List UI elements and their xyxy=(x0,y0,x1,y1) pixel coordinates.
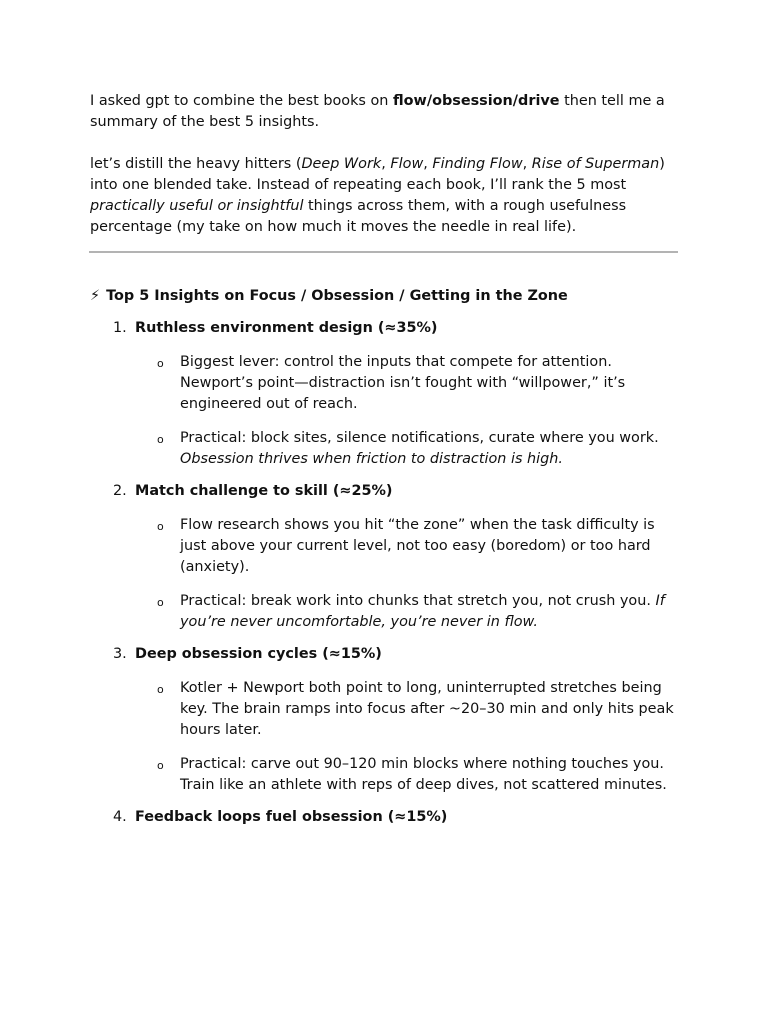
bullet-marker-icon: o xyxy=(157,683,164,696)
insight-number: 1. xyxy=(113,320,127,336)
separator: , xyxy=(381,156,391,172)
insight-number: 2. xyxy=(113,483,127,499)
insight-title: Deep obsession cycles (≈15%) xyxy=(135,646,382,662)
bullet-main-text: Practical: carve out 90–120 min blocks where nothing touches you. Train like an athlete with reps of deep dives, not scattered minutes. xyxy=(180,756,667,793)
book-title-deep-work: Deep Work xyxy=(301,156,382,172)
insight-item xyxy=(90,318,680,470)
bullet-text xyxy=(180,428,677,470)
bullet-italic-text: Obsession thrives when friction to distraction is high. xyxy=(180,451,563,467)
document-body xyxy=(90,91,680,828)
section-heading xyxy=(90,286,680,307)
intro-text-end: then tell me a summary of the best 5 insights. xyxy=(90,93,665,130)
bullet-item xyxy=(135,428,677,470)
bullet-item xyxy=(135,591,677,633)
bullet-main-text: Practical: block sites, silence notifications, curate where you work. xyxy=(180,430,659,446)
book-title-finding-flow: Finding Flow xyxy=(432,156,523,172)
insight-title: Ruthless environment design (≈35%) xyxy=(135,320,438,336)
bullet-marker-icon: o xyxy=(157,357,164,370)
book-title-flow: Flow xyxy=(390,156,424,172)
bullet-item xyxy=(135,754,677,796)
bullet-text xyxy=(180,515,677,578)
distill-paragraph xyxy=(90,154,680,238)
intro-paragraph xyxy=(90,91,680,133)
distill-italic: practically useful or insightful xyxy=(90,198,304,214)
book-title-rise-of-superman: Rise of Superman xyxy=(531,156,660,172)
bullet-text xyxy=(180,678,677,741)
bullet-text xyxy=(180,754,677,796)
insight-number: 3. xyxy=(113,646,127,662)
intro-bold-topic: flow/obsession/drive xyxy=(392,93,560,109)
insight-item xyxy=(90,481,680,633)
insight-title: Match challenge to skill (≈25%) xyxy=(135,483,393,499)
bullet-marker-icon: o xyxy=(157,759,164,772)
bullet-item xyxy=(135,515,677,578)
lightning-icon: ⚡ xyxy=(90,288,101,304)
horizontal-divider xyxy=(89,251,678,253)
insight-item xyxy=(90,644,680,796)
insight-bullets xyxy=(135,678,680,796)
bullet-text xyxy=(180,352,677,415)
bullet-marker-icon: o xyxy=(157,433,164,446)
insight-number: 4. xyxy=(113,809,127,825)
insight-title: Feedback loops fuel obsession (≈15%) xyxy=(135,809,448,825)
bullet-main-text: Kotler + Newport both point to long, uninterrupted stretches being key. The brain ramps into focus after ~20–30 min and only hits peak hours later. xyxy=(180,680,674,738)
separator: , xyxy=(423,156,433,172)
section-heading-text: Top 5 Insights on Focus / Obsession / Getting in the Zone xyxy=(106,288,568,304)
separator: , xyxy=(522,156,532,172)
insight-bullets xyxy=(135,515,680,633)
bullet-marker-icon: o xyxy=(157,596,164,609)
bullet-text xyxy=(180,591,677,633)
bullet-item xyxy=(135,352,677,415)
insights-list xyxy=(90,318,680,828)
distill-text-end: things across them, with a rough usefulness percentage (my take on how much it moves the needle in real life). xyxy=(90,198,627,235)
bullet-main-text: Practical: break work into chunks that stretch you, not crush you. xyxy=(180,593,656,609)
bullet-item xyxy=(135,678,677,741)
bullet-italic-text: If you’re never uncomfortable, you’re never in flow. xyxy=(180,593,665,630)
distill-text-middle: ) into one blended take. Instead of repeating each book, I’ll rank the 5 most xyxy=(90,156,665,193)
distill-text: let’s distill the heavy hitters ( xyxy=(90,156,302,172)
insight-bullets xyxy=(135,352,680,470)
bullet-main-text: Biggest lever: control the inputs that compete for attention. Newport’s point—distraction isn’t fought with “willpower,” it’s engineered out of reach. xyxy=(180,354,626,412)
intro-text: I asked gpt to combine the best books on xyxy=(90,93,393,109)
bullet-marker-icon: o xyxy=(157,520,164,533)
insight-item xyxy=(90,807,680,828)
bullet-main-text: Flow research shows you hit “the zone” when the task difficulty is just above your current level, not too easy (boredom) or too hard (anxiety). xyxy=(180,517,655,575)
